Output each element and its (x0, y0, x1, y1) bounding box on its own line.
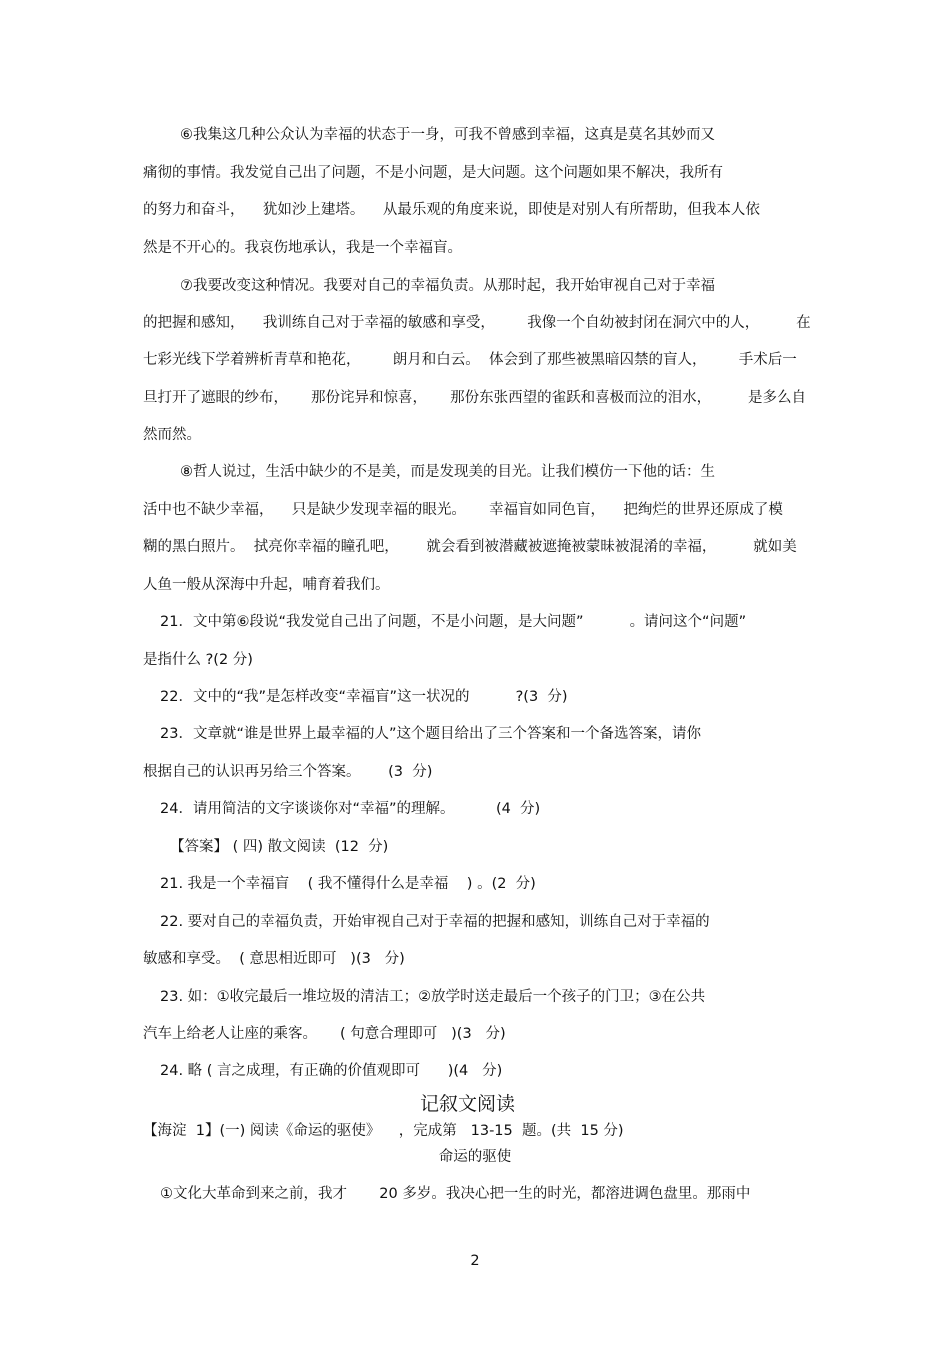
text-line: 23．文章就“谁是世界上最幸福的人”这个题目给出了三个答案和一个备选答案，请你 (160, 726, 701, 742)
text-line: 汽车上给老人让座的乘客。 ( 句意合理即可 )(3 分) (143, 1026, 506, 1042)
text-line: 旦打开了遮眼的纱布， 那份诧异和惊喜， 那份东张西望的雀跃和喜极而泣的泪水， 是多么自 (143, 390, 806, 406)
text-line: 七彩光线下学着辨析青草和艳花， 朗月和白云。 体会到了那些被黑暗囚禁的盲人， 手术后一 (143, 352, 797, 368)
text-line: ⑦我要改变这种情况。我要对自己的幸福负责。从那时起，我开始审视自己对于幸福 (180, 278, 715, 294)
text-line: 敏感和享受。 ( 意思相近即可 )(3 分) (143, 951, 405, 967)
text-line: 【答案】 ( 四) 散文阅读 (12 分) (170, 839, 389, 855)
text-line: 人鱼一般从深海中升起，哺育着我们。 (143, 577, 390, 593)
text-line: 24．请用简洁的文字谈谈你对“幸福”的理解。 (4 分) (160, 801, 541, 817)
text-line: 21. 我是一个幸福盲 ( 我不懂得什么是幸福 ) 。(2 分) (160, 876, 536, 892)
text-line: 然是不开心的。我哀伤地承认，我是一个幸福盲。 (143, 240, 462, 256)
text-line: ⑧哲人说过，生活中缺少的不是美，而是发现美的目光。让我们模仿一下他的话：生 (180, 464, 715, 480)
text-line: 痛彻的事情。我发觉自己出了问题，不是小问题，是大问题。这个问题如果不解决，我所有 (143, 165, 723, 181)
text-line: 根据自己的认识再另给三个答案。 (3 分) (143, 764, 433, 780)
text-line: 然而然。 (143, 427, 201, 443)
text-line: 是指什么 ?(2 分) (143, 652, 253, 668)
text-line: 糊的黑白照片。 拭亮你幸福的瞳孔吧， 就会看到被潜藏被遮掩被蒙昧被混淆的幸福， 就如美 (143, 539, 797, 555)
section-title: 记叙文阅读 (420, 1093, 516, 1115)
story-first-line: ①文化大革命到来之前，我才 20 多岁。我决心把一生的时光，都溶进调色盘里。那雨中 (160, 1186, 751, 1202)
text-line: ⑥我集这几种公众认为幸福的状态于一身，可我不曾感到幸福，这真是莫名其妙而又 (180, 127, 715, 143)
text-line: 22．文中的“我”是怎样改变“幸福盲”这一状况的 ?(3 分) (160, 689, 568, 705)
text-line: 活中也不缺少幸福， 只是缺少发现幸福的眼光。 幸福盲如同色盲， 把绚烂的世界还原成了模 (143, 502, 783, 518)
text-line: 的努力和奋斗， 犹如沙上建塔。 从最乐观的角度来说，即使是对别人有所帮助，但我本人依 (143, 202, 760, 218)
text-line: 22. 要对自己的幸福负责，开始审视自己对于幸福的把握和感知，训练自己对于幸福的 (160, 914, 710, 930)
story-title: 命运的驱使 (438, 1149, 512, 1165)
text-line: 24. 略 ( 言之成理，有正确的价值观即可 )(4 分) (160, 1063, 503, 1079)
text-line: 的把握和感知， 我训练自己对于幸福的敏感和享受， 我像一个自幼被封闭在洞穴中的人， 在 (143, 315, 811, 331)
source-line: 【海淀 1】(一) 阅读《命运的驱使》 ，完成第 13-15 题。(共 15 分) (143, 1123, 624, 1139)
text-line: 23. 如：①收完最后一堆垃圾的清洁工；②放学时送走最后一个孩子的门卫；③在公共 (160, 989, 706, 1005)
text-line: 21．文中第⑥段说“我发觉自己出了问题，不是小问题，是大问题” 。请问这个“问题” (160, 614, 747, 630)
page-number: 2 (470, 1253, 480, 1269)
